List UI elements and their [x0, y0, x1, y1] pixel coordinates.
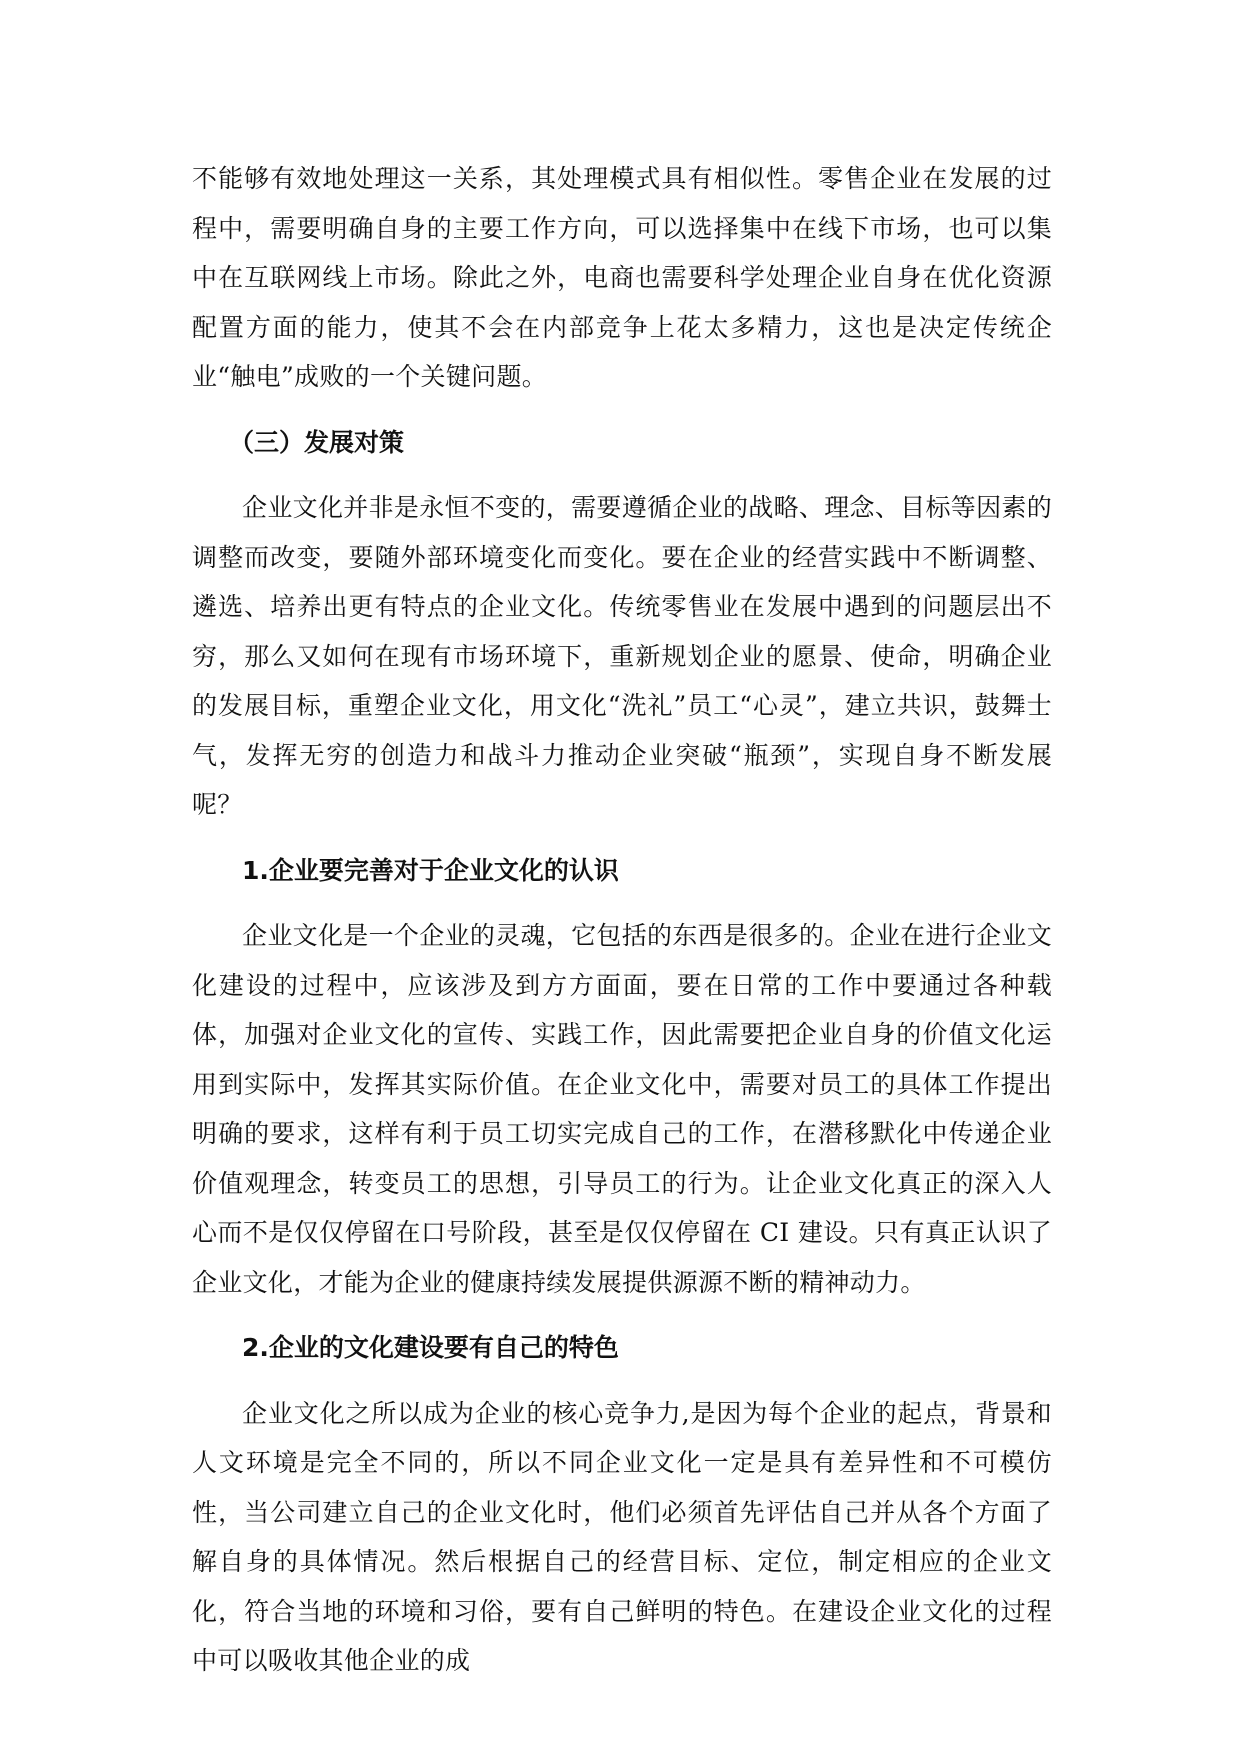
document-page	[192, 154, 1052, 1686]
section-heading: （三）发展对策	[229, 427, 405, 457]
spacer	[192, 402, 1052, 418]
body-paragraph: 不能够有效地处理这一关系，其处理模式具有相似性。零售企业在发展的过程中，需要明确自身的主要工作方向，可以选择集中在线下市场，也可以集中在互联网线上市场。除此之外，电商也需要科学处理企业自身在优化资源配置方面的能力，使其不会在内部竞争上花太多精力，这也是决定传统企业“触电”成败的一个关键问题。	[192, 164, 1052, 391]
spacer	[192, 895, 1052, 911]
spacer	[192, 467, 1052, 483]
body-paragraph: 企业文化是一个企业的灵魂，它包括的东西是很多的。企业在进行企业文化建设的过程中，应该涉及到方方面面，要在日常的工作中要通过各种载体，加强对企业文化的宣传、实践工作，因此需要把企业自身的价值文化运用到实际中，发挥其实际价值。在企业文化中，需要对员工的具体工作提出明确的要求，这样有利于员工切实完成自己的工作，在潜移默化中传递企业价值观理念，转变员工的思想，引导员工的行为。让企业文化真正的深入人心而不是仅仅停留在口号阶段，甚至是仅仅停留在 CI 建设。只有真正认识了企业文化，才能为企业的健康持续发展提供源源不断的精神动力。	[192, 921, 1052, 1297]
body-paragraph: 企业文化并非是永恒不变的，需要遵循企业的战略、理念、目标等因素的调整而改变，要随外部环境变化而变化。要在企业的经营实践中不断调整、遴选、培养出更有特点的企业文化。传统零售业在发展中遇到的问题层出不穷，那么又如何在现有市场环境下，重新规划企业的愿景、使命，明确企业的发展目标，重塑企业文化，用文化“洗礼”员工“心灵”，建立共识，鼓舞士气，发挥无穷的创造力和战斗力推动企业突破“瓶颈”，实现自身不断发展呢？	[192, 493, 1052, 819]
spacer	[192, 1373, 1052, 1389]
spacer	[192, 1307, 1052, 1323]
subheading: 1.企业要完善对于企业文化的认识	[242, 855, 619, 885]
body-paragraph: 企业文化之所以成为企业的核心竞争力,是因为每个企业的起点，背景和人文环境是完全不同的，所以不同企业文化一定是具有差异性和不可模仿性，当公司建立自己的企业文化时，他们必须首先评估自己并从各个方面了解自身的具体情况。然后根据自己的经营目标、定位，制定相应的企业文化，符合当地的环境和习俗，要有自己鲜明的特色。在建设企业文化的过程中可以吸收其他企业的成	[192, 1398, 1052, 1675]
spacer	[192, 830, 1052, 846]
subheading: 2.企业的文化建设要有自己的特色	[242, 1333, 619, 1362]
